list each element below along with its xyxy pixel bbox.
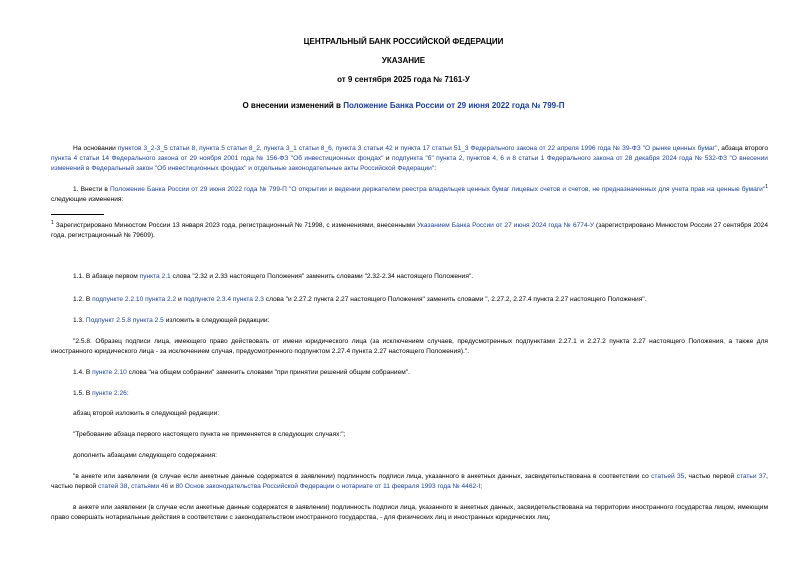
p15d-text-2: , частью первой — [684, 473, 737, 480]
paragraph-1-2 — [51, 295, 768, 305]
p11-link-1[interactable]: пункта 2.1 — [139, 273, 171, 280]
p13-link-1[interactable]: Подпункт 2.5.8 пункта 2.5 — [85, 317, 164, 324]
footnote-link-1[interactable]: Указанием Банка России от 27 июня 2024 года № 6774-У — [416, 222, 595, 229]
p14-link-1[interactable]: пункте 2.10 — [92, 369, 127, 376]
paragraph-1 — [51, 185, 768, 205]
preamble-link-2[interactable]: пункта 4 статьи 14 Федерального закона от 29 ноября 2001 года № 156-ФЗ "Об инвестиционных фондах" — [51, 155, 384, 162]
title-link[interactable]: Положение Банка России от 29 июня 2022 года № 799-П — [343, 101, 565, 110]
p14-text-1: 1.4. В — [73, 369, 93, 376]
p1-text-1: 1. Внести в — [73, 186, 111, 193]
p15d-text-4: , — [127, 483, 132, 490]
org-name: ЦЕНТРАЛЬНЫЙ БАНК РОССИЙСКОЙ ФЕДЕРАЦИИ — [303, 37, 504, 46]
p15d-link-5[interactable]: 80 Основ законодательства Российской Федерации о нотариате от 11 февраля 1993 года № 4462-I — [175, 483, 481, 490]
preamble-text-2: , абзаца второго — [717, 145, 768, 152]
preamble-text-3: и — [383, 155, 392, 162]
footnote-text-2: (зарегистрировано Минюстом России 27 сентября 2024 года, регистрационный № 79609). — [51, 222, 768, 239]
p15d-link-3[interactable]: статей 38 — [98, 483, 128, 490]
doc-date-number: от 9 сентября 2025 года № 7161-У — [337, 75, 470, 84]
p15-link-1[interactable]: пункте 2.26 — [92, 390, 127, 397]
footnote-mark: 1 — [51, 219, 54, 226]
p13-text-2: изложить в следующей редакции: — [163, 317, 270, 324]
preamble-text-1: На основании — [73, 145, 118, 152]
paragraph-1-5-d — [51, 472, 768, 492]
paragraph-1-5-e: в анкете или заявлении (в случае если анкетные данные содержатся в заявлении) подлинность подписи лица, указанного в анкетных данных, засвидетельствована на территории иностранного государства лицом, имеющим право совершать нотариальные действия в соответствии с законодательством иностранного государства, - для физических лиц и иностранных юридических лиц; — [51, 504, 768, 521]
preamble-text-4: : — [434, 165, 437, 172]
preamble — [51, 144, 768, 174]
p11-text-1: 1.1. В абзаце первом — [73, 273, 140, 280]
p15d-text-1: "в анкете или заявлении (в случае если анкетные данные содержатся в заявлении) подлинность подписи лица, указанного в анкетных данных, засвидетельствована в соответствии со — [73, 473, 652, 480]
paragraph-1-5-b: "Требование абзаца первого настоящего пункта не применяется в следующих случаях:"; — [73, 431, 346, 438]
p1-text-2: следующие изменения: — [51, 196, 124, 203]
p11-text-2: слова "2.32 и 2.33 настоящего Положения" заменить словами "2.32-2.34 настоящего Положения". — [170, 273, 474, 280]
p12-text-2: и — [176, 296, 184, 303]
footnote — [51, 221, 768, 241]
p12-link-2[interactable]: подпункте 2.3.4 пункта 2.3 — [183, 296, 264, 303]
p15d-link-4[interactable]: статьями 46 — [131, 483, 169, 490]
p15d-text-5: и — [168, 483, 176, 490]
p15d-link-2[interactable]: статьи 37 — [736, 473, 767, 480]
p12-link-1[interactable]: подпункте 2.2.10 пункта 2.2 — [92, 296, 177, 303]
preamble-link-1[interactable]: пунктов 3_2-3_5 статьи 8, пункта 5 статьи 8_2, пункта 3_1 статьи 8_6, пункта 3 статьи 42 и пункта 17 статьи 51_3 Федерального закона от 22 апреля 1996 года № 39-ФЗ "О рынке ценных бумаг" — [117, 145, 718, 152]
footnote-text-1: Зарегистрировано Минюстом России 13 января 2023 года, регистрационный № 71998, с изменениями, внесенными — [53, 222, 417, 229]
paragraph-1-5-c: дополнить абзацами следующего содержания: — [73, 452, 217, 459]
paragraph-1-4 — [51, 368, 768, 378]
p15d-text-3: , частью первой — [51, 473, 769, 490]
paragraph-1-5 — [51, 389, 768, 399]
paragraph-1-3 — [51, 316, 768, 326]
footnote-ref[interactable]: 1 — [765, 183, 768, 190]
doc-type: УКАЗАНИЕ — [381, 56, 426, 65]
paragraph-1-5-a: абзац второй изложить в следующей редакции: — [73, 410, 220, 417]
p14-text-2: слова "на общем собрании" заменить словами "при принятии решений общим собранием". — [126, 369, 410, 376]
p15-text-2: : — [126, 390, 129, 397]
footnote-divider — [51, 214, 104, 215]
doc-title — [0, 101, 807, 111]
title-text: О внесении изменений в — [242, 101, 344, 110]
paragraph-1-3-quote: "2.5.8. Образец подписи лица, имеющего право действовать от имени юридического лица (за исключением случаев, предусмотренных подпунктами 2.27.1 и 2.27.2 пункта 2.27 настоящего Положения, а также для иностранного юридического лица - за исключением случая, предусмотренного подпунктом 2.27.4 пункта 2.27 настоящего Положения).". — [51, 338, 768, 355]
p15-text-1: 1.5. В — [73, 390, 93, 397]
p12-text-3: слова "и 2.27.2 пункта 2.27 настоящего Положения" заменить словами ", 2.27.2, 2.27.4 пункта 2.27 настоящего Положения". — [263, 296, 647, 303]
p1-link-1[interactable]: Положение Банка России от 29 июня 2022 года № 799-П "О открытии и ведении держателем реестра владельцев ценных бумаг лицевых счетов и счетов, не предназначенных для учета прав на ценные бумаги" — [110, 186, 766, 193]
p12-text-1: 1.2. В — [73, 296, 93, 303]
p15d-text-6: ; — [480, 483, 483, 490]
preamble-link-3[interactable]: подпункта "б" пункта 2, пунктов 4, 6 и 8 статьи 1 Федерального закона от 28 декабря 2024 года № 532-ФЗ "О внесении изменений в Федеральный закон "Об инвестиционных фондах" и отдельные законодательные акты Российской Федерации" — [51, 155, 768, 172]
paragraph-1-1 — [51, 272, 768, 282]
p15d-link-1[interactable]: статьей 35 — [651, 473, 685, 480]
p13-text-1: 1.3. — [73, 317, 86, 324]
